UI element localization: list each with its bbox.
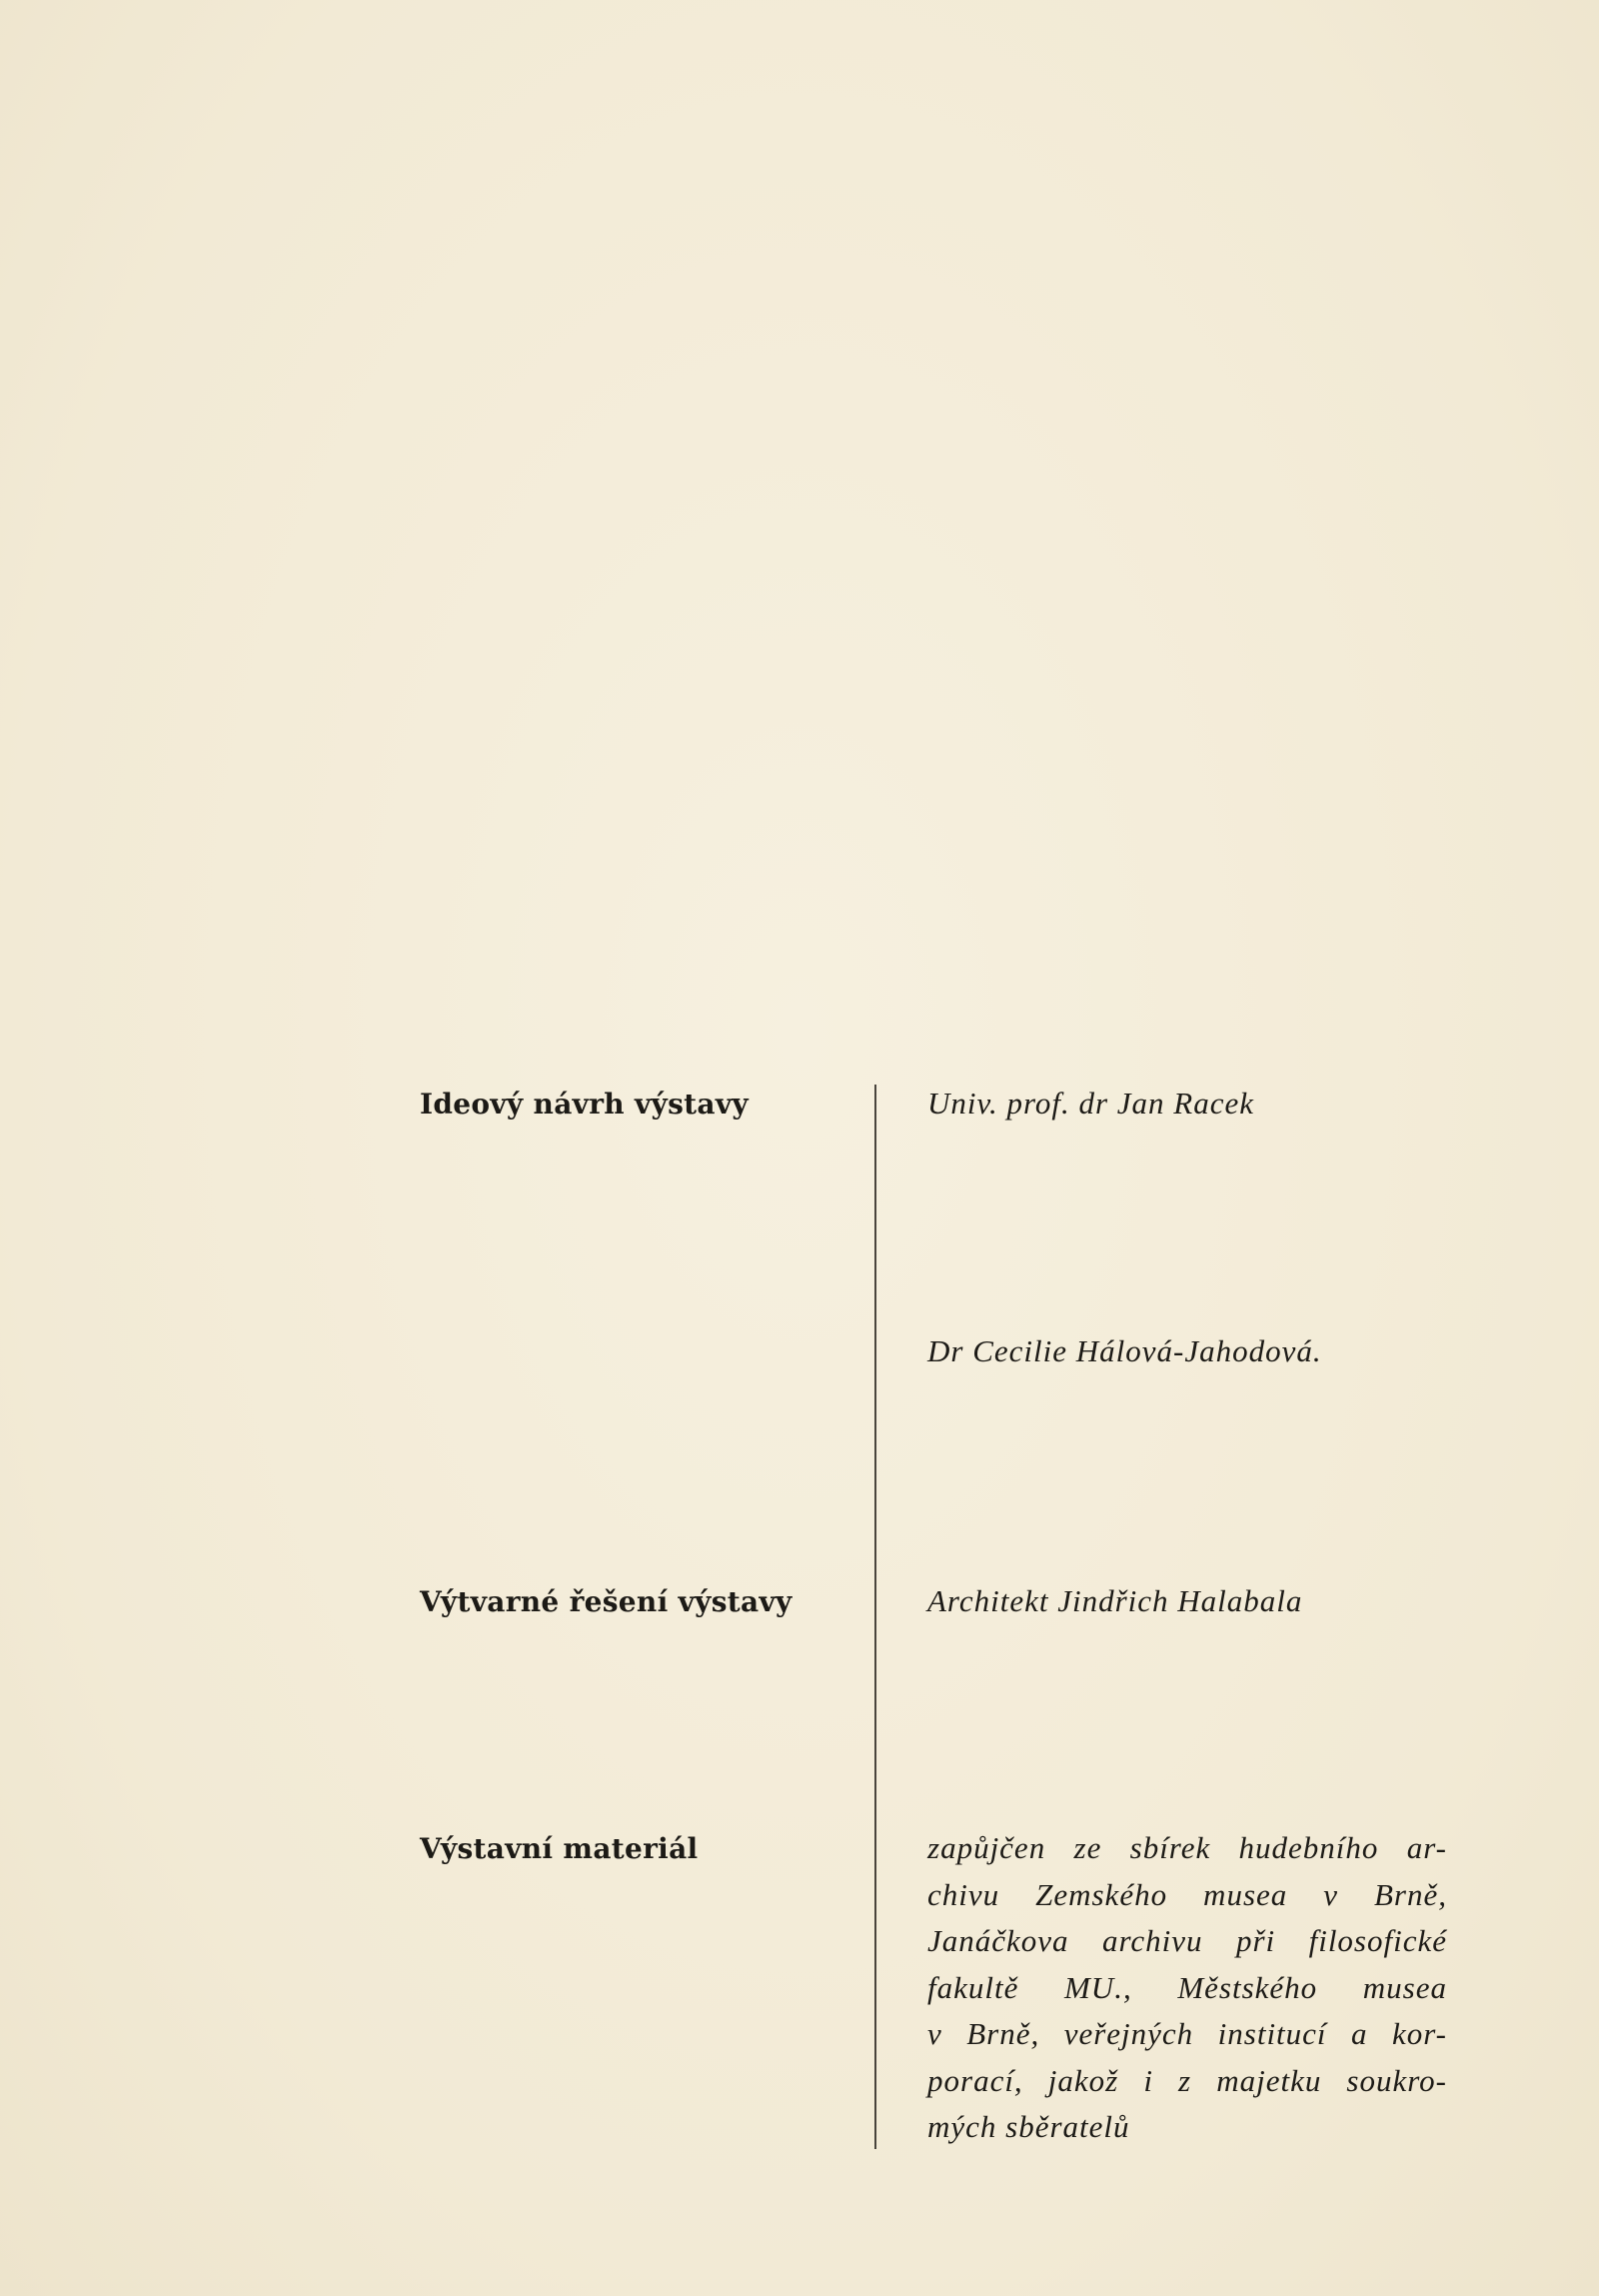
credit-label-concept: Ideový návrh výstavy [420,1088,749,1121]
material-line: zapůjčen ze sbírek hudebního ar- [927,1830,1447,1865]
credit-value-design: Architekt Jindřich Halabala [927,1583,1303,1618]
material-line: v Brně, veřejných institucí a kor- [927,2016,1447,2051]
material-line: fakultě MU., Městského musea [927,1969,1447,2005]
material-line: chivu Zemského musea v Brně, [927,1876,1447,1912]
material-line: porací, jakož i z majetku soukro- [927,2062,1447,2098]
credit-value-concept-2: Dr Cecilie Hálová-Jahodová. [927,1333,1322,1368]
credit-label-design: Výtvarné řešení výstavy [420,1585,793,1618]
credit-value-concept-1: Univ. prof. dr Jan Racek [927,1086,1255,1121]
credit-value-material [927,1825,1447,2151]
column-divider [874,1085,876,2149]
credit-label-material: Výstavní materiál [420,1832,699,1865]
material-line: mých sběratelů [927,2109,1130,2144]
material-line: Janáčkova archivu při filosofické [927,1923,1447,1958]
